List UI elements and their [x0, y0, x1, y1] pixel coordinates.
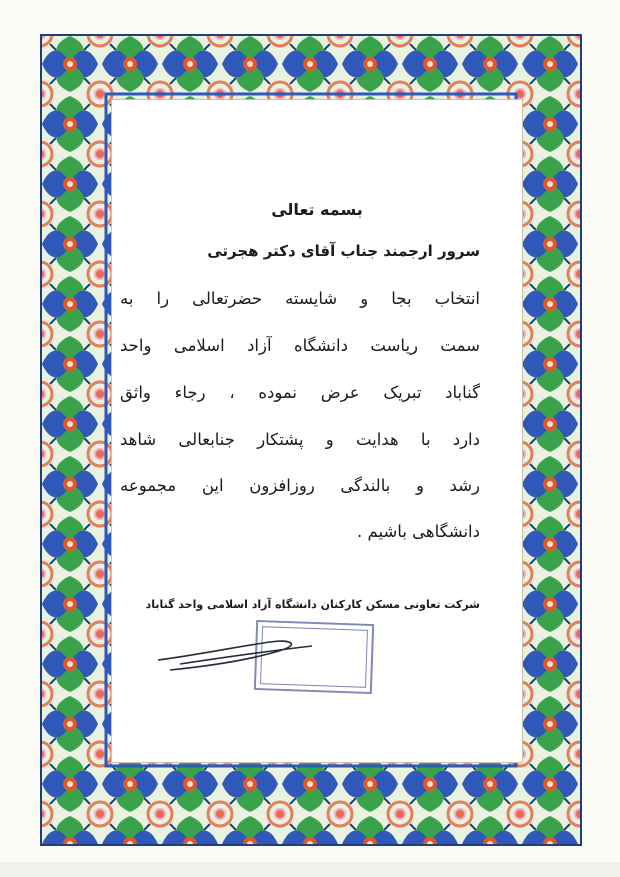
body-line: گناباد تبریک عرض نموده ، رجاء واثق: [120, 383, 480, 402]
body-line: انتخاب بجا و شایسته حضرتعالی را به: [120, 289, 480, 308]
body-line: دانشگاهی باشیم .: [357, 522, 480, 541]
body-line: سمت ریاست دانشگاه آزاد اسلامی واحد: [120, 336, 480, 355]
bottom-edge: [0, 862, 620, 877]
salutation: سرور ارجمند جناب آقای دکتر هجرتی: [207, 242, 480, 260]
signatory-organization: شرکت تعاونی مسکن کارکنان دانشگاه آزاد اسلامی واحد گناباد: [145, 598, 480, 611]
body-line: رشد و بالندگی روزافزون این مجموعه: [120, 476, 480, 495]
signature: [150, 628, 320, 678]
body-line: دارد با هدایت و پشتکار جنابعالی شاهد: [120, 430, 480, 449]
bismillah-heading: بسمه تعالی: [271, 200, 363, 219]
